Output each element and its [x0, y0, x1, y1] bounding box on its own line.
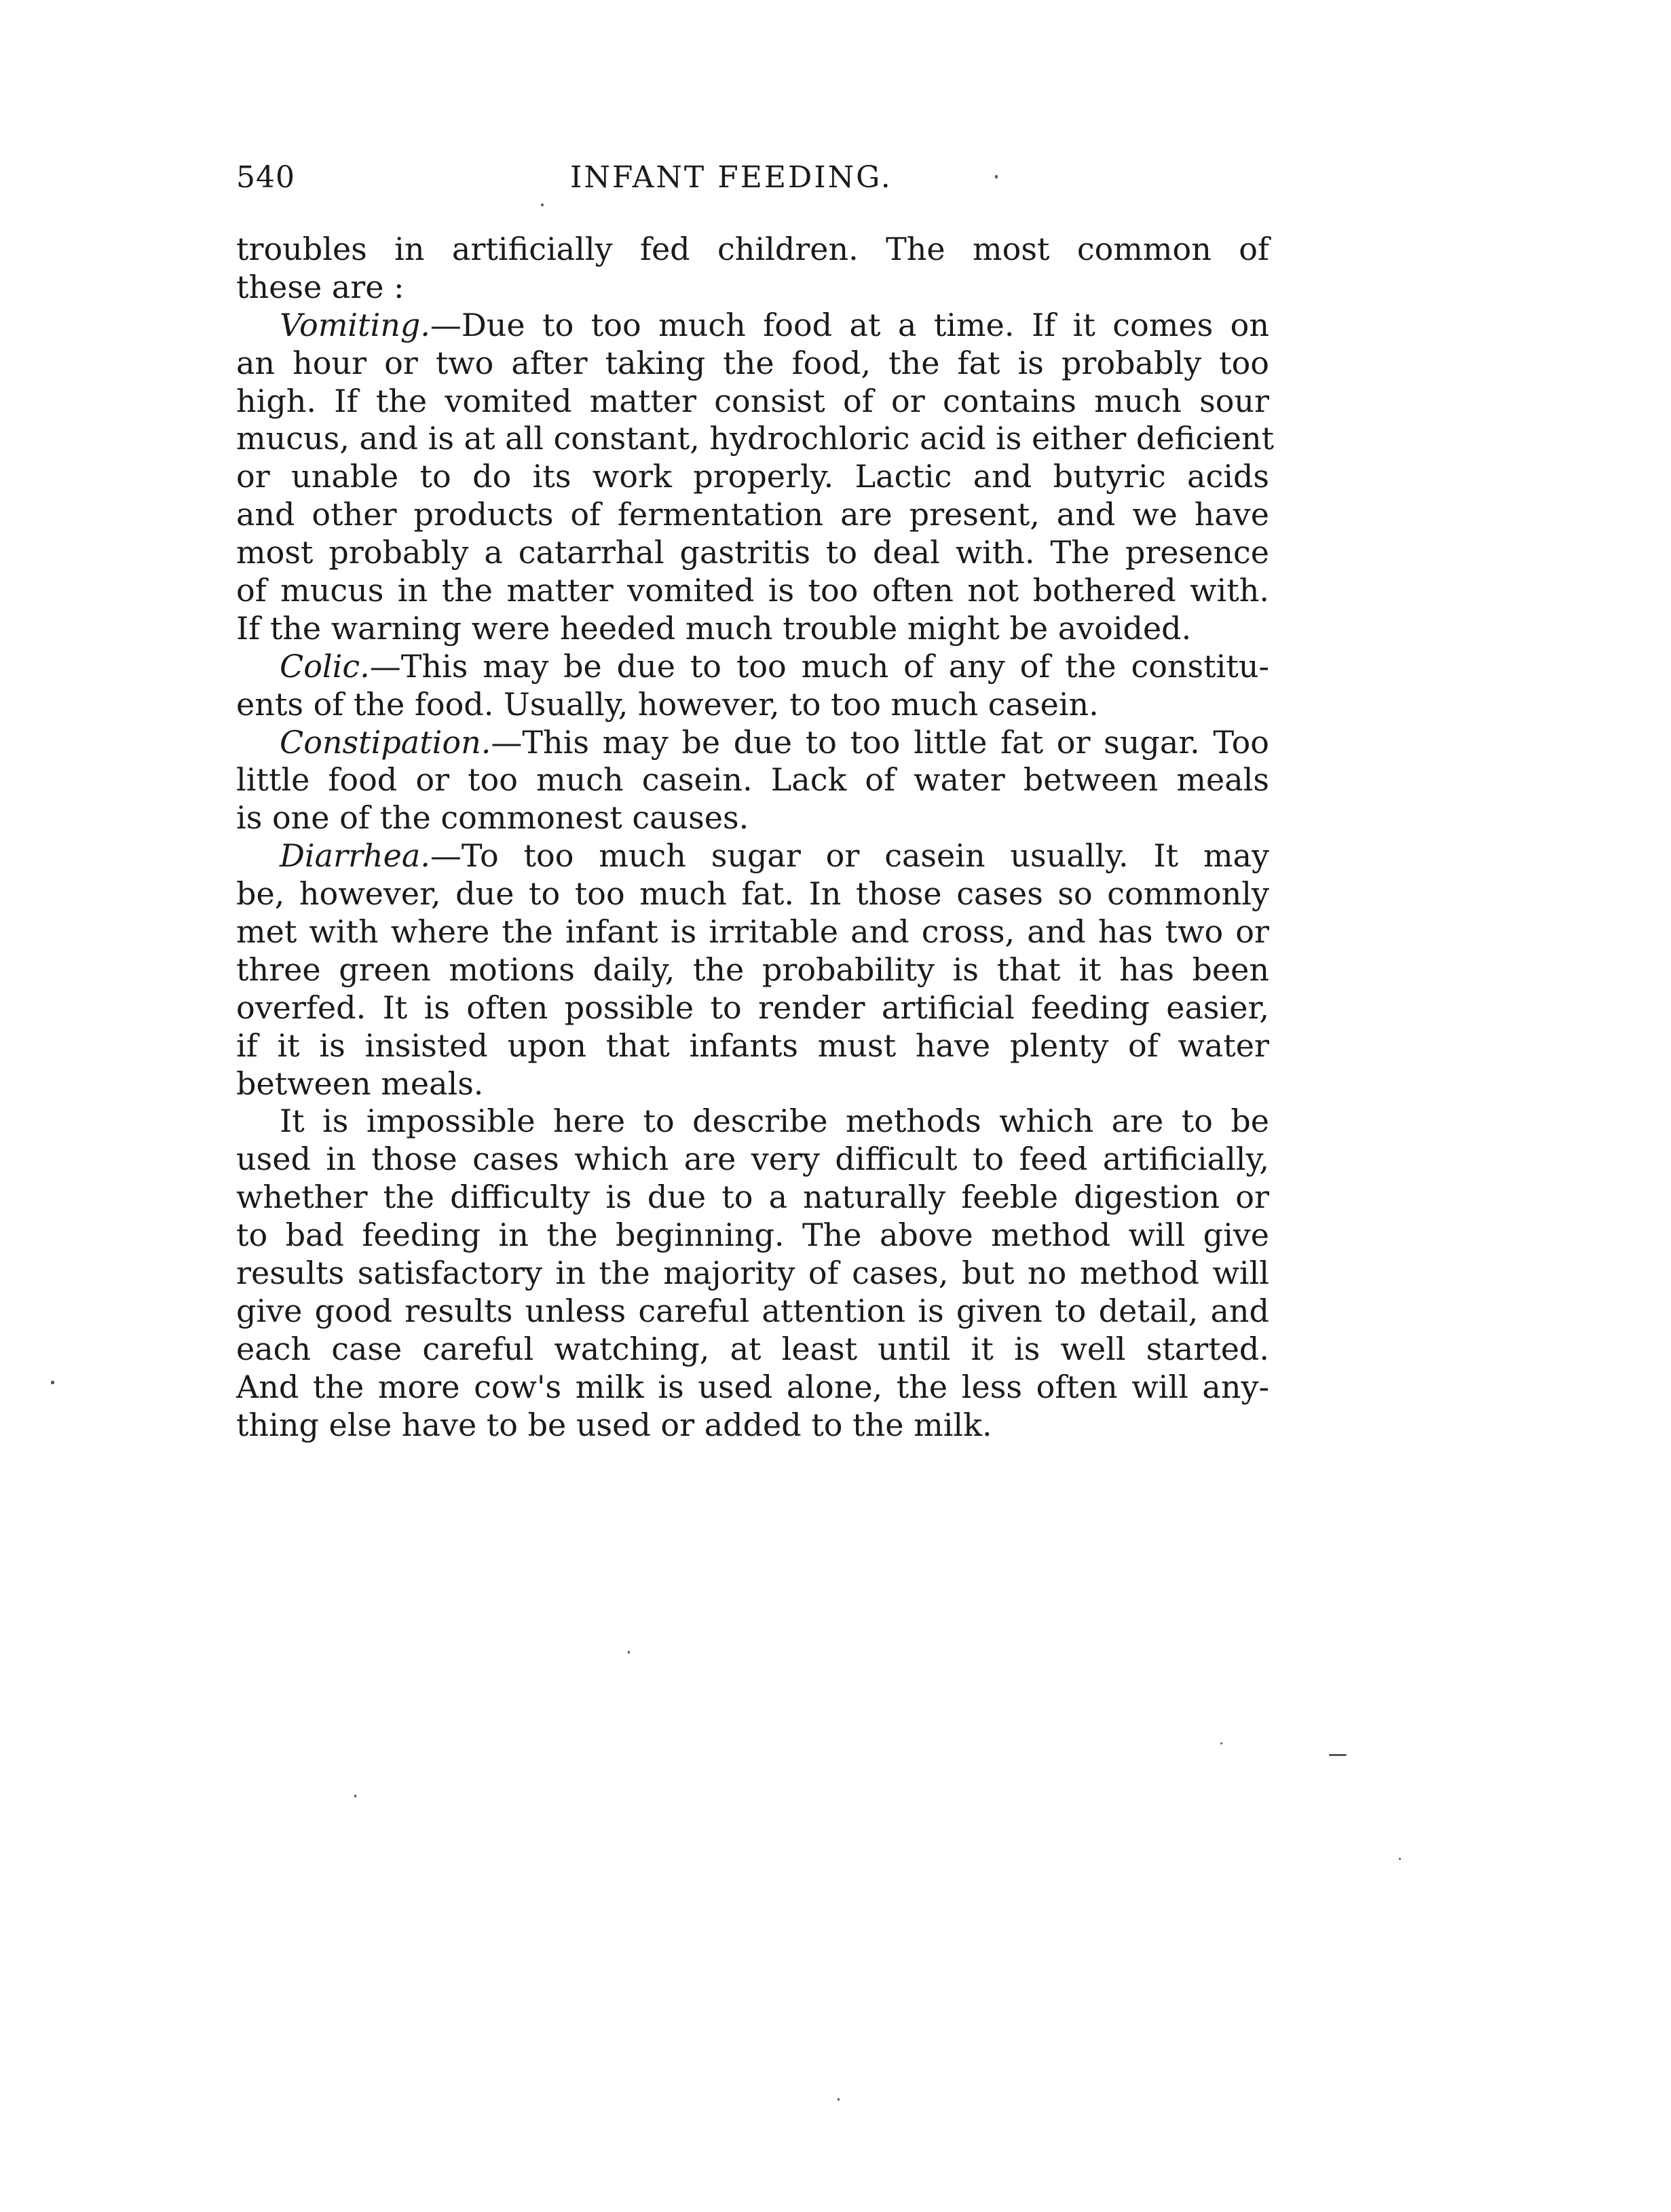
text-line	[236, 761, 1269, 799]
text-line	[236, 1407, 1269, 1445]
line-text: —To too much sugar or casein usually. It may	[430, 837, 1269, 875]
line-text: thing else have to be used or added to the milk.	[236, 1406, 992, 1443]
text-line	[236, 345, 1269, 383]
line-text: overfed. It is often possible to render artificial feeding easier,	[236, 989, 1269, 1026]
page-header	[236, 157, 1268, 205]
text-line	[236, 458, 1269, 496]
scan-speck	[838, 2098, 840, 2101]
line-text: each case careful watching, at least until it is well started.	[236, 1330, 1269, 1367]
line-text: between meals.	[236, 1065, 484, 1102]
scan-speck	[51, 1381, 54, 1384]
line-text: give good results unless careful attention is given to detail, and	[236, 1292, 1269, 1329]
scan-speck	[995, 175, 998, 178]
text-line	[236, 420, 1275, 458]
text-line	[236, 799, 1269, 837]
line-text: be, however, due to too much fat. In those cases so commonly	[236, 875, 1269, 913]
text-line	[236, 648, 1269, 686]
text-line	[236, 1369, 1269, 1407]
section-term: Vomiting.	[280, 306, 430, 343]
body-text	[236, 231, 1275, 1445]
line-text: three green motions daily, the probability is that it has been	[236, 951, 1269, 988]
text-line	[236, 610, 1269, 648]
line-text: and other products of fermentation are present, and we have	[236, 496, 1269, 533]
text-line	[236, 724, 1269, 762]
text-line	[236, 875, 1269, 913]
section-term: Colic.	[280, 647, 370, 685]
text-line	[236, 837, 1269, 875]
text-line	[236, 951, 1269, 989]
text-line	[236, 1217, 1269, 1255]
scan-speck	[628, 1651, 630, 1654]
text-line	[236, 572, 1269, 610]
text-line	[236, 307, 1269, 345]
text-line	[236, 1179, 1269, 1217]
line-text: used in those cases which are very difficult to feed artificially,	[236, 1141, 1269, 1178]
text-line	[236, 1255, 1269, 1293]
text-line	[236, 913, 1269, 951]
line-text: little food or too much casein. Lack of water between meals	[236, 761, 1269, 799]
line-text: —Due to too much food at a time. If it comes on	[430, 306, 1269, 343]
line-text: most probably a catarrhal gastritis to deal with. The presence	[236, 534, 1269, 571]
text-line	[236, 1331, 1269, 1369]
line-text: these are :	[236, 268, 405, 305]
text-line	[236, 1103, 1269, 1141]
text-line	[236, 269, 1269, 307]
line-text: to bad feeding in the beginning. The above method will give	[236, 1217, 1269, 1254]
line-text: —This may be due to too much of any of the constitu-	[369, 647, 1269, 685]
line-text: an hour or two after taking the food, the fat is probably too	[236, 344, 1269, 381]
line-text: met with where the infant is irritable and cross, and has two or	[236, 913, 1269, 951]
scan-speck	[1220, 1742, 1222, 1744]
text-line	[236, 534, 1269, 572]
line-text: or unable to do its work properly. Lactic and butyric acids	[236, 458, 1269, 495]
line-text: whether the difficulty is due to a naturally feeble digestion or	[236, 1179, 1269, 1216]
scan-speck	[354, 1795, 356, 1797]
line-text: And the more cow's milk is used alone, the less often will any-	[236, 1368, 1269, 1405]
line-text: If the warning were heeded much trouble might be avoided.	[236, 609, 1192, 647]
line-text: ents of the food. Usually, however, to too much casein.	[236, 685, 1099, 723]
page-number: 540	[236, 160, 295, 195]
line-text: results satisfactory in the majority of cases, but no method will	[236, 1255, 1269, 1292]
line-text: high. If the vomited matter consist of or contains much sour	[236, 382, 1269, 419]
section-term: Diarrhea.	[280, 837, 430, 875]
line-text: troubles in artificially fed children. The most common of	[236, 231, 1269, 267]
text-line	[236, 231, 1269, 269]
text-line	[236, 1141, 1269, 1179]
line-text: if it is insisted upon that infants must have plenty of water	[236, 1027, 1269, 1064]
running-title: INFANT FEEDING.	[570, 160, 893, 195]
scan-speck	[1329, 1754, 1347, 1756]
text-line	[236, 1065, 1269, 1103]
scan-speck	[541, 204, 544, 206]
text-line	[236, 496, 1269, 534]
text-line	[236, 1293, 1269, 1331]
text-line	[236, 686, 1269, 724]
text-line	[236, 1027, 1269, 1065]
line-text: It is impossible here to describe methods which are to be	[280, 1103, 1269, 1140]
text-line	[236, 989, 1269, 1027]
line-text: —This may be due to too little fat or sugar. Too	[491, 723, 1269, 761]
line-text: is one of the commonest causes.	[236, 799, 749, 837]
text-line	[236, 383, 1269, 421]
scan-speck	[1399, 1858, 1401, 1860]
line-text: mucus, and is at all constant, hydrochloric acid is either deficient	[236, 420, 1275, 457]
section-term: Constipation.	[280, 723, 491, 761]
line-text: of mucus in the matter vomited is too often not bothered with.	[236, 572, 1269, 609]
